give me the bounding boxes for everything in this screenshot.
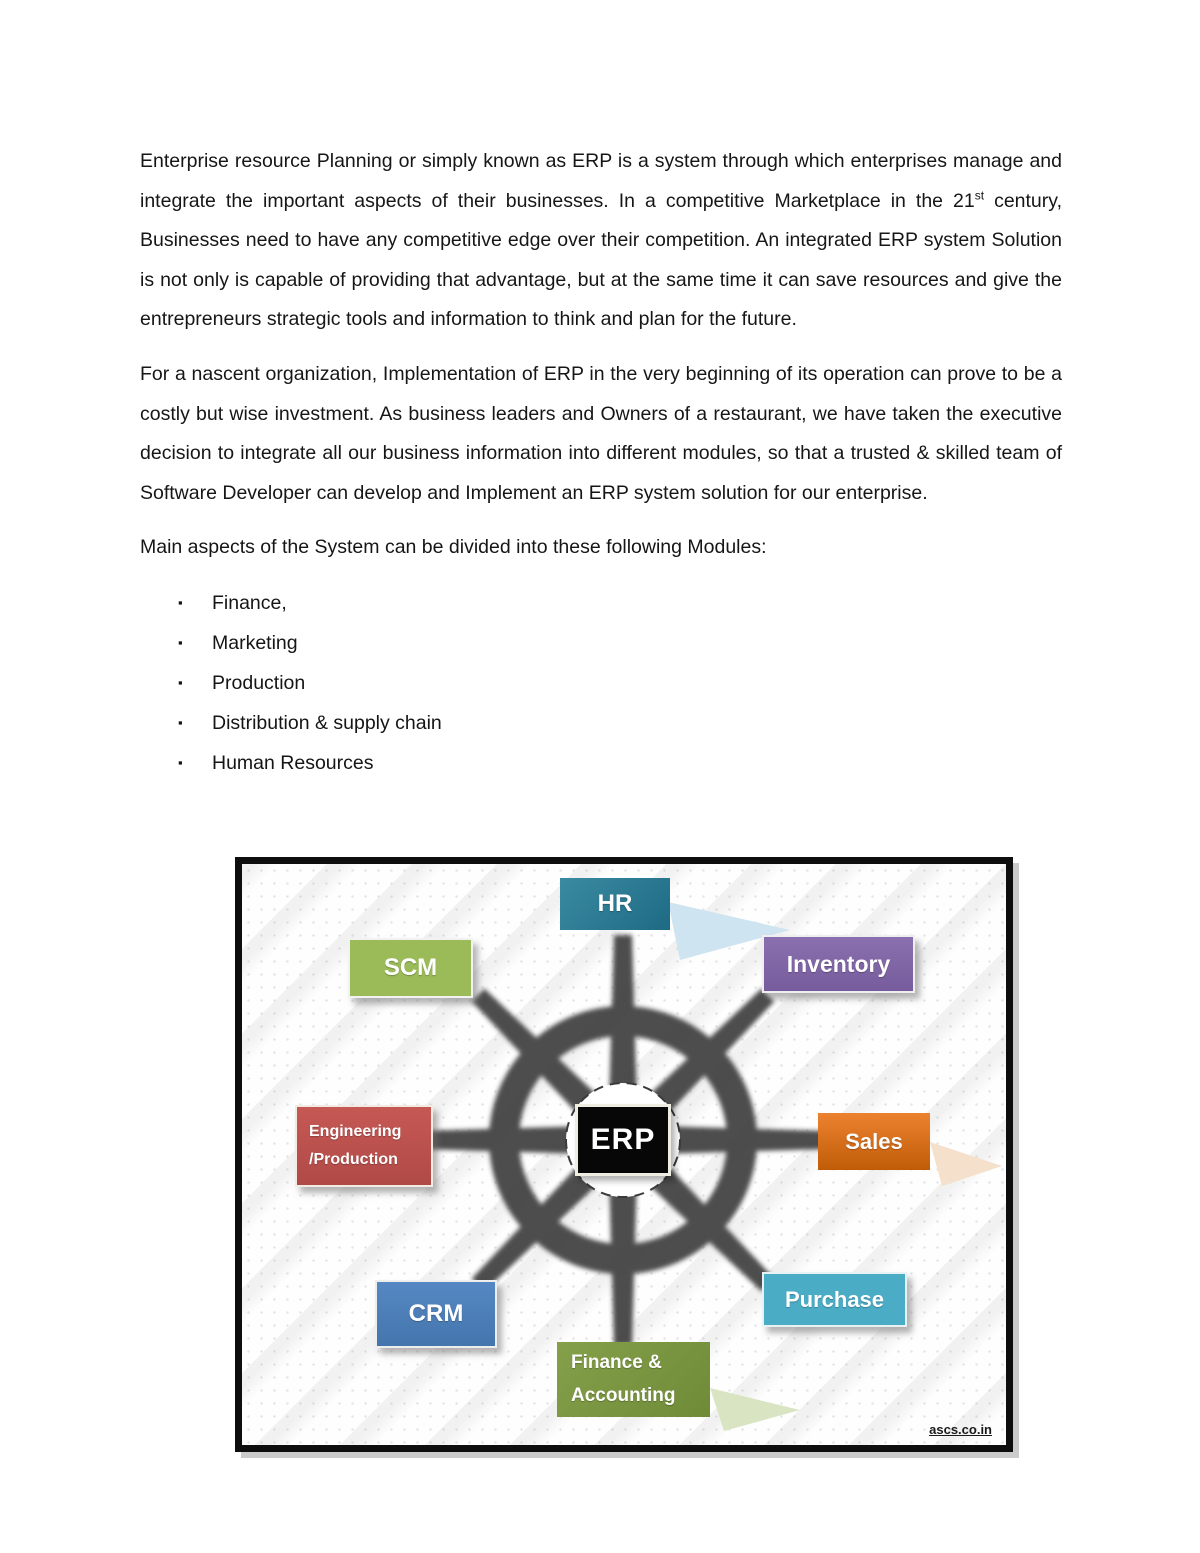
- bullet-icon: ▪: [178, 754, 183, 770]
- list-item: [140, 743, 1062, 783]
- module-purchase-label: Purchase: [784, 1286, 885, 1312]
- module-purchase: [762, 1272, 907, 1327]
- module-engineering-line2: /Production: [309, 1151, 398, 1168]
- erp-center-label: ERP: [590, 1123, 656, 1156]
- module-crm: [375, 1280, 497, 1348]
- list-item-label: Finance,: [212, 591, 287, 614]
- module-crm-label: CRM: [408, 1300, 464, 1327]
- bullet-icon: ▪: [178, 594, 183, 610]
- bullet-icon: ▪: [178, 714, 183, 730]
- module-scm-label: SCM: [383, 954, 438, 981]
- paragraph-intro: [140, 142, 1062, 340]
- list-item: [140, 663, 1062, 703]
- sales-flag-shape: [930, 1142, 1002, 1186]
- list-item-label: Marketing: [212, 631, 298, 654]
- list-item: [140, 703, 1062, 743]
- paragraph-intro-text: Enterprise resource Planning or simply known as ERP is a system through which enterprises manage and integrate the important aspects of their businesses. In a competitive Marketplace in the 21: [140, 150, 1062, 212]
- bullet-icon: ▪: [178, 634, 183, 650]
- module-scm: [348, 938, 473, 998]
- list-item: [140, 623, 1062, 663]
- module-hr: [560, 878, 670, 930]
- watermark: ascs.co.in: [929, 1422, 992, 1437]
- paragraph-organization: For a nascent organization, Implementation of ERP in the very beginning of its operation can prove to be a costly but wise investment. As business leaders and Owners of a restaurant, we have taken the executive decision to integrate all our business information into different modules, so that a trusted & skilled team of Software Developer can develop and Implement an ERP system solution for our enterprise.: [140, 362, 1062, 504]
- superscript-st: st: [974, 188, 985, 203]
- module-finance-line1: Finance &: [571, 1352, 662, 1374]
- body-text: [140, 142, 1062, 783]
- list-item-label: Production: [212, 671, 306, 694]
- list-item-label: Distribution & supply chain: [212, 711, 442, 734]
- module-hr-label: HR: [597, 890, 633, 917]
- module-inventory-label: Inventory: [786, 950, 891, 977]
- module-engineering-production: [295, 1105, 433, 1187]
- list-item: [140, 583, 1062, 623]
- list-item-label: Human Resources: [212, 751, 374, 774]
- erp-center-box: [575, 1104, 671, 1176]
- module-finance-line2: Accounting: [571, 1384, 676, 1406]
- finance-flag-shape: [710, 1388, 800, 1431]
- module-sales: [818, 1113, 930, 1170]
- module-finance-accounting: [557, 1342, 710, 1417]
- module-sales-label: Sales: [845, 1128, 903, 1154]
- bullet-icon: ▪: [178, 674, 183, 690]
- erp-diagram: [235, 857, 1013, 1452]
- modules-intro-line: Main aspects of the System can be divided into these following Modules:: [140, 536, 767, 559]
- module-engineering-line1: Engineering: [309, 1123, 402, 1140]
- modules-list: [140, 583, 1062, 783]
- module-inventory: [762, 935, 915, 993]
- paragraph-intro-text-cont: century, Businesses need to have any competitive edge over their competition. An integrated ERP system Solution is not only is capable of providing that advantage, but at the same time it can save resources and give the entrepreneurs strategic tools and information to think and plan for the future.: [140, 189, 1062, 331]
